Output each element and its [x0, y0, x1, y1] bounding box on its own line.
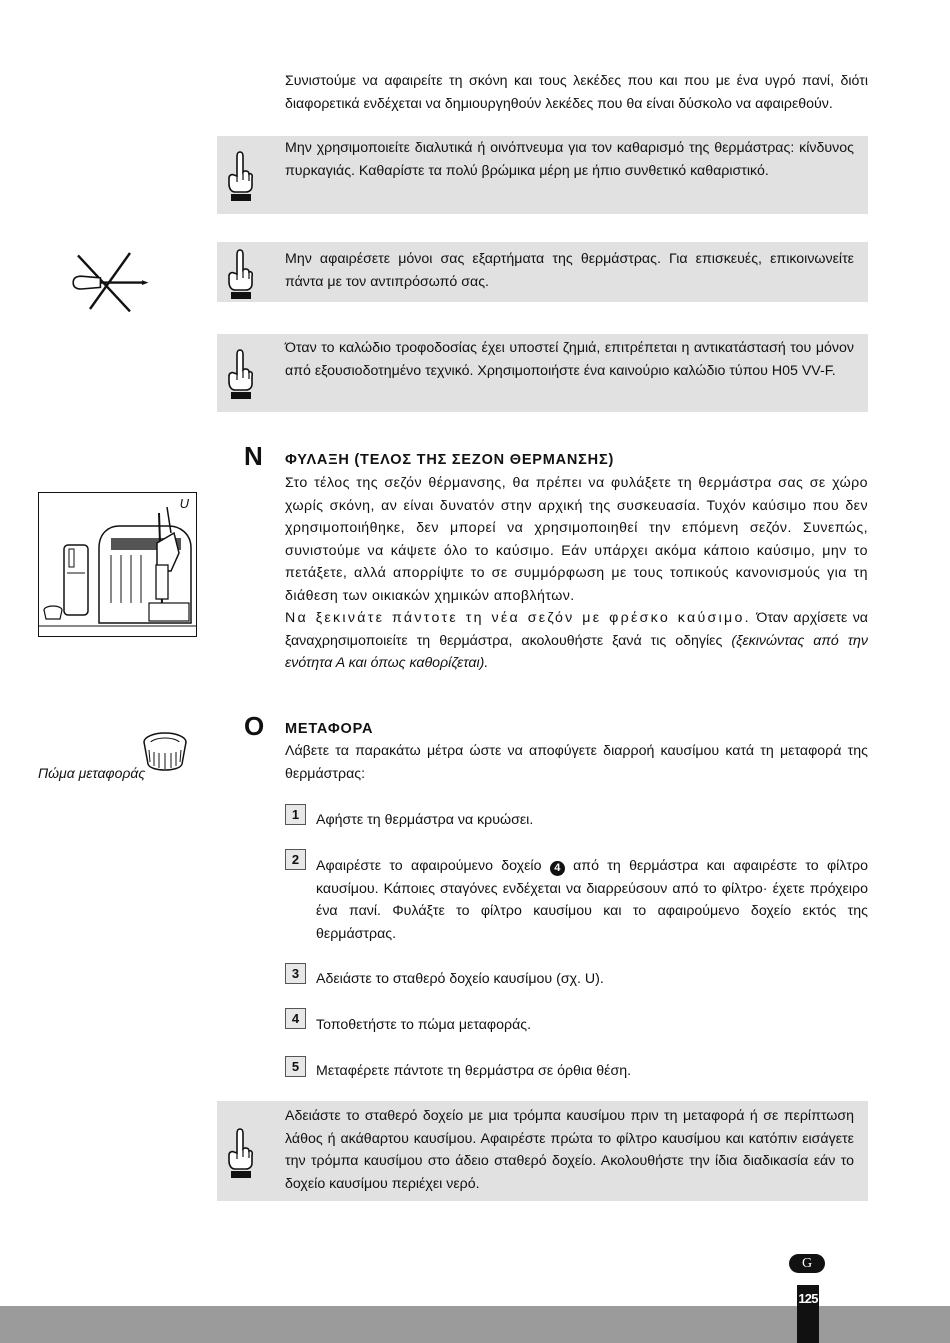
- restart-italic-ref: (ξεκινώντας από την ενότητα Α και όπως καθορίζεται).: [285, 632, 868, 671]
- step-number: 5: [285, 1056, 306, 1077]
- figure-u-label: U: [179, 496, 189, 511]
- step-text: Μεταφέρετε πάντοτε τη θερμάστρα σε όρθια θέση.: [316, 1063, 632, 1079]
- page-number: 125: [798, 1291, 818, 1306]
- pointing-hand-icon: [225, 1127, 253, 1179]
- step-number: 3: [285, 963, 306, 984]
- warning-note-fuel-pump: [217, 1101, 868, 1201]
- warning-note-text: Όταν το καλώδιο τροφοδοσίας έχει υποστεί ζημιά, επιτρέπεται η αντικατάστασή του μόνον από εξουσιοδοτημένο τεχνικό. Χρησιμοποιήστε ένα καινούριο καλώδιο τύπου H05 VV-F.: [285, 340, 854, 379]
- fresh-fuel-lead: Να ξεκινάτε πάντοτε τη νέα σεζόν με φρέσκο καύσιμο.: [285, 610, 751, 626]
- figure-u-heater: [38, 492, 197, 637]
- transport-intro: Λάβετε τα παρακάτω μέτρα ώστε να αποφύγετε διαρροή καυσίμου κατά τη μεταφορά της θερμάστρας:: [285, 743, 868, 782]
- warning-note-power-cord: [217, 334, 868, 412]
- section-title-transport: ΜΕΤΑΦΟΡΑ: [285, 721, 374, 737]
- step-number: 1: [285, 804, 306, 825]
- transport-cap-caption: Πώμα μεταφοράς: [38, 765, 146, 781]
- restart-text: Όταν αρχίσετε να ξαναχρησιμοποιείτε τη θερμάστρα, ακολουθήστε ξανά τις οδηγίες: [285, 610, 868, 649]
- storage-paragraph-2: [285, 607, 868, 675]
- section-title-storage: ΦΥΛΑΞΗ (ΤΕΛΟΣ ΤΗΣ ΣΕΖΟΝ ΘΕΡΜΑΝΣΗΣ): [285, 452, 615, 468]
- page-number-tab: [797, 1285, 819, 1343]
- step-text: Τοποθετήστε το πώμα μεταφοράς.: [316, 1017, 532, 1033]
- step-text-part: Αφαιρέστε το αφαιρούμενο δοχείο: [316, 858, 550, 874]
- language-badge: G: [789, 1254, 825, 1273]
- no-screwdriver-icon: [70, 244, 150, 318]
- section-letter-o: O: [244, 711, 265, 741]
- step-number: 2: [285, 849, 306, 870]
- warning-note-text: Μην χρησιμοποιείτε διαλυτικά ή οινόπνευμα για τον καθαρισμό της θερμάστρας: κίνδυνος πυρκαγιάς. Καθαρίστε τα πολύ βρώμικα μέρη με ήπιο συνθετικό καθαριστικό.: [285, 140, 854, 179]
- transport-cap-icon: [140, 728, 190, 778]
- warning-note-text: Μην αφαιρέσετε μόνοι σας εξαρτήματα της θερμάστρας. Για επισκευές, επικοινωνείτε πάντα με τον αντιπρόσωπό σας.: [285, 251, 854, 290]
- warning-note-text: Αδειάστε το σταθερό δοχείο με μια τρόμπα καυσίμου πριν τη μεταφορά ή σε περίπτωση λάθος ή ακάθαρτου καυσίμου. Αφαιρέστε πρώτα το φίλτρο καυσίμου και κατόπιν εισάγετε την τρόμπα καυσίμου στο άδειο σταθερό δοχείο. Ακολουθήστε την ίδια διαδικασία εάν το δοχείο καυσίμου περιέχει νερό.: [285, 1108, 854, 1192]
- step-number: 4: [285, 1008, 306, 1029]
- removable-tank-badge: 4: [550, 861, 565, 876]
- pointing-hand-icon: [225, 248, 253, 300]
- step-text: Αφήστε τη θερμάστρα να κρυώσει.: [316, 812, 534, 828]
- step-text: Αδειάστε το σταθερό δοχείο καυσίμου (σχ. U).: [316, 971, 604, 987]
- heater-drawing: [39, 493, 196, 636]
- pointing-hand-icon: [225, 348, 253, 400]
- warning-note-solvents: [217, 136, 868, 214]
- pointing-hand-icon: [225, 150, 253, 202]
- intro-paragraph: Συνιστούμε να αφαιρείτε τη σκόνη και τους λεκέδες που και που με ένα υγρό πανί, διότι διαφορετικά ενδέχεται να δημιουργηθούν λεκέδες που θα είναι δύσκολο να αφαιρεθούν.: [285, 73, 868, 112]
- step-text-part: από τη θερμάστρα και αφαιρέστε το φίλτρο καυσίμου. Κάποιες σταγόνες ενδέχεται να διαρρεύσουν από το φίλτρο· έχετε πρόχειρο ένα πανί. Φυλάξτε το φίλτρο καυσίμου και το αφαιρούμενο δοχείο εκτός της θερμάστρας.: [316, 858, 868, 942]
- step-text: [316, 855, 868, 945]
- section-letter-n: N: [244, 441, 263, 471]
- warning-note-spare-parts: [217, 242, 868, 302]
- storage-paragraph: Στο τέλος της σεζόν θέρμανσης, θα πρέπει να φυλάξετε τη θερμάστρα σας σε χώρο χωρίς σκόνη, αν είναι δυνατόν στην αρχική της συσκευασία. Τυχόν καύσιμο που δεν χρησιμοποιήθηκε, δεν μπορεί να χρησιμοποιηθεί την επόμενη σεζόν. Συνεπώς, συνιστούμε να κάψετε όλο το καύσιμο. Εάν υπάρχει ακόμα κάποιο καύσιμο, μην το πετάξετε, αλλά απορρίψτε το σε συμμόρφωση με τους τοπικούς κανονισμούς για τη διάθεση των οικιακών χημικών αποβλήτων.: [285, 475, 868, 604]
